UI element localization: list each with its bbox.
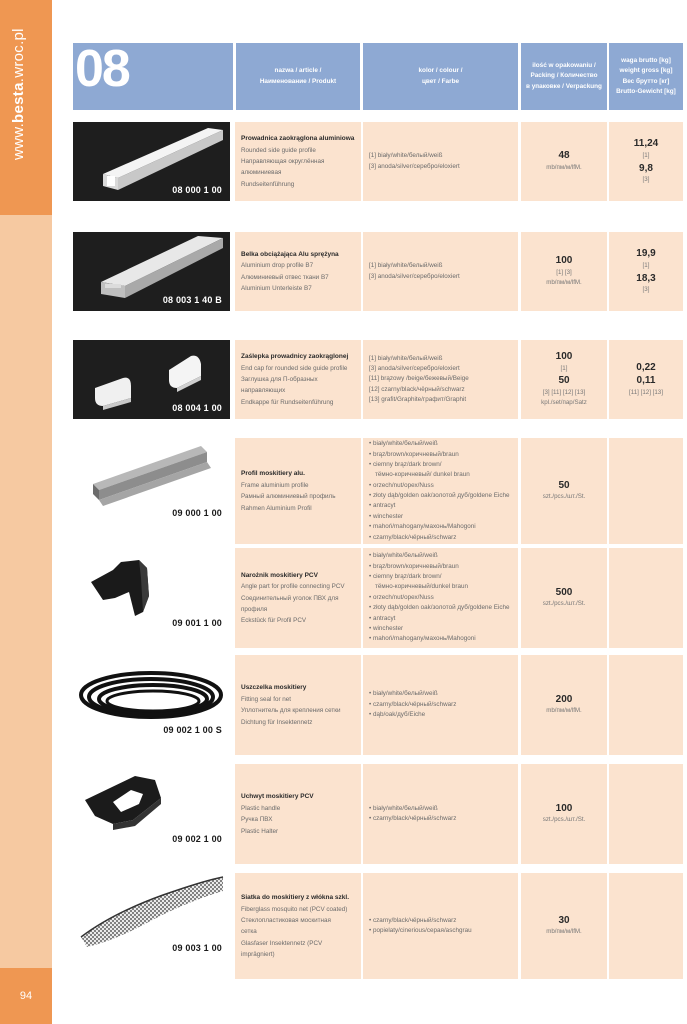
- section-number: 08: [73, 43, 233, 110]
- product-photo: [73, 764, 230, 850]
- color-option: • czarny/black/чёрный/schwarz: [369, 916, 512, 926]
- corner-part-image: [73, 548, 230, 627]
- color-option: • ciemny brąz/dark brown/: [369, 460, 512, 470]
- quantity-value: mb/пм/м/lfM.: [546, 279, 582, 287]
- color-option: [3] anoda/silver/серебро/eloxiert: [369, 272, 460, 280]
- product-row: [73, 438, 683, 544]
- product-description-line: Eckstück für Profil PCV: [241, 617, 307, 625]
- color-option: [1] biały/white/белый/weiß: [369, 262, 443, 270]
- product-code: 08 004 1 00: [172, 403, 222, 413]
- product-code: 09 002 1 00 S: [163, 725, 222, 735]
- header-weight: waga brutto [kg] weight gross [kg] Вес брутто [кг] Brutto-Gewicht [kg]: [609, 43, 683, 110]
- product-name-cell: [235, 655, 361, 755]
- product-description-line: Aluminium Unterleiste B7: [241, 285, 312, 292]
- header-colour: kolor / colour / цвет / Farbe: [363, 43, 518, 110]
- product-photo: [73, 873, 230, 959]
- product-description-line: профиля: [241, 605, 268, 613]
- product-photo: [73, 340, 230, 419]
- product-description-line: Endkappe für Rundseitenführung: [241, 398, 334, 406]
- quantity-value: szt./pcs./шт./St.: [542, 816, 586, 824]
- weight-value: [1]: [642, 151, 650, 159]
- fiberglass-net-image: [73, 873, 230, 952]
- color-option: • orzech/nut/орех/Nuss: [369, 481, 512, 491]
- weight-value: 0,11: [636, 375, 656, 387]
- frame-profile-image: [73, 438, 230, 517]
- product-name-cell: [235, 340, 361, 419]
- color-option: [13] grafit/Graphite/графит/Graphit: [369, 396, 467, 404]
- product-description-line: Направляющая округлённая: [241, 158, 325, 166]
- product-quantity-cell: [521, 232, 607, 311]
- product-row: [73, 655, 683, 755]
- color-option: [1] biały/white/белый/weiß: [369, 152, 443, 160]
- product-weight-cell: [609, 232, 683, 311]
- color-option: [3] anoda/silver/серебро/eloxiert: [369, 162, 460, 170]
- product-description-line: Уплотнитель для крепления сетки: [241, 707, 341, 715]
- product-name: Prowadnica zaokrąglona aluminiowa: [241, 135, 355, 142]
- weight-value: 9,8: [639, 162, 653, 174]
- product-row: [73, 122, 683, 201]
- weight-value: 0,22: [636, 361, 656, 373]
- product-quantity-cell: [521, 655, 607, 755]
- weight-value: [1]: [642, 261, 650, 269]
- quantity-value: szt./pcs./шт./St.: [542, 493, 586, 501]
- product-code: 08 000 1 00: [172, 185, 222, 195]
- product-photo: [73, 438, 230, 524]
- color-option: • dąb/oak/дуб/Eiche: [369, 710, 512, 720]
- product-description-line: Aluminium drop profile B7: [241, 262, 314, 270]
- quantity-value: 50: [558, 375, 570, 387]
- product-description-line: алюминиевая: [241, 169, 282, 177]
- product-code: 09 000 1 00: [172, 508, 222, 518]
- product-colors-cell: [363, 655, 518, 755]
- product-description-line: Frame aluminium profile: [241, 481, 309, 489]
- color-option: тёмно-коричневый/dunkel braun: [375, 583, 468, 591]
- weight-value: [3]: [642, 286, 650, 293]
- product-description-line: Рамный алюминиевый профиль: [241, 493, 336, 501]
- product-description-line: Fiberglass mosquito net (PCV coated): [241, 905, 348, 913]
- weight-value: 18,3: [636, 272, 656, 284]
- product-name: Siatka do moskitiery z włókna szkl.: [241, 893, 350, 901]
- product-row: [73, 232, 683, 311]
- color-option: • czarny/black/чёрный/schwarz: [369, 700, 512, 710]
- color-option: • biały/white/белый/weiß: [369, 804, 512, 814]
- color-option: [11] brązowy /beige/бежевый/Beige: [369, 375, 469, 383]
- product-quantity-cell: [521, 548, 607, 648]
- product-row: [73, 764, 683, 864]
- color-option: • czarny/black/чёрный/schwarz: [369, 814, 512, 824]
- weight-value: 11,24: [633, 138, 659, 150]
- weight-value: 19,9: [636, 248, 656, 260]
- color-option: • złoty dąb/golden oak/золотой дуб/goldene Eiche: [369, 491, 512, 501]
- product-description-line: Glasfaser Insektennetz (PCV: [241, 939, 323, 947]
- product-name: Uchwyt moskitiery PCV: [241, 793, 314, 801]
- color-option: • ciemny brąz/dark brown/: [369, 572, 512, 582]
- product-weight-cell: [609, 873, 683, 979]
- product-description-line: Заглушка для П-образных: [241, 376, 318, 384]
- color-option: • winchester: [369, 624, 512, 634]
- product-description-line: Dichtung für Insektennetz: [241, 718, 313, 726]
- product-name-cell: [235, 764, 361, 864]
- product-description-line: сетка: [241, 928, 257, 936]
- quantity-value: [3] [11] [12] [13]: [542, 388, 586, 396]
- product-code: 09 003 1 00: [172, 943, 222, 953]
- product-description-line: Rahmen Aluminium Profil: [241, 504, 312, 512]
- product-description-line: Plastic Halter: [241, 827, 279, 835]
- product-colors-cell: [363, 340, 518, 419]
- color-option: • złoty dąb/golden oak/золотой дуб/goldene Eiche: [369, 603, 512, 613]
- color-option: [12] czarny/black/чёрный/schwarz: [369, 385, 465, 393]
- product-quantity-cell: [521, 340, 607, 419]
- quantity-value: 100: [555, 351, 573, 363]
- quantity-value: szt./pcs./шт./St.: [542, 600, 586, 608]
- product-description-line: Rundseitenführung: [241, 180, 295, 188]
- quantity-value: 48: [558, 150, 570, 162]
- color-option: • brąz/brown/коричневый/braun: [369, 450, 512, 460]
- weight-value: [3]: [642, 176, 650, 183]
- quantity-value: 100: [555, 255, 573, 267]
- product-description-line: направляющих: [241, 387, 286, 395]
- weight-value: [11] [12] [13]: [629, 388, 663, 396]
- color-option: • biały/white/белый/weiß: [369, 551, 512, 561]
- product-name: Narożnik moskitiery PCV: [241, 571, 318, 579]
- page-number: 94: [19, 990, 33, 1002]
- product-description-line: Angle part for profile connecting PCV: [241, 583, 345, 591]
- product-quantity-cell: [521, 873, 607, 979]
- product-row: [73, 340, 683, 419]
- quantity-value: kpl./set/пар/Satz: [541, 399, 587, 407]
- product-description-line: imprägniert): [241, 950, 275, 958]
- color-option: • antracyt: [369, 501, 512, 511]
- color-option: [1] biały/white/белый/weiß: [369, 354, 443, 362]
- product-colors-cell: [363, 873, 518, 979]
- color-option: • orzech/nut/орех/Nuss: [369, 593, 512, 603]
- product-colors-cell: [363, 438, 518, 544]
- product-quantity-cell: [521, 122, 607, 201]
- product-description-line: Ручка ПВХ: [241, 816, 273, 824]
- product-weight-cell: [609, 340, 683, 419]
- product-name-cell: [235, 873, 361, 979]
- seal-coil-image: [73, 655, 230, 734]
- product-name: Belka obciążająca Alu sprężyna: [241, 250, 339, 258]
- quantity-value: 200: [555, 693, 573, 705]
- product-weight-cell: [609, 122, 683, 201]
- product-row: [73, 873, 683, 979]
- quantity-value: 500: [555, 586, 573, 598]
- product-name-cell: [235, 232, 361, 311]
- product-row: [73, 548, 683, 648]
- quantity-value: [1] [3]: [556, 268, 572, 276]
- quantity-value: 100: [555, 802, 573, 814]
- color-option: • biały/white/белый/weiß: [369, 439, 512, 449]
- product-name-cell: [235, 122, 361, 201]
- color-option: • brąz/brown/коричневый/braun: [369, 562, 512, 572]
- product-weight-cell: [609, 548, 683, 648]
- product-description-line: Fitting seal for net: [241, 695, 292, 703]
- product-description-line: End cap for rounded side guide profile: [241, 364, 348, 372]
- quantity-value: [1]: [560, 364, 568, 372]
- header-name: nazwa / article / Наименование / Produkt: [236, 43, 360, 110]
- color-option: • mahoń/mahogany/махонь/Mahogoni: [369, 634, 512, 644]
- product-weight-cell: [609, 438, 683, 544]
- color-option: • antracyt: [369, 614, 512, 624]
- product-description-line: Соединительный уголок ПВХ для: [241, 594, 339, 602]
- product-name: Uszczelka moskitiery: [241, 684, 307, 692]
- product-colors-cell: [363, 548, 518, 648]
- product-colors-cell: [363, 232, 518, 311]
- product-description-line: Plastic handle: [241, 804, 281, 812]
- product-name: Profil moskitiery alu.: [241, 470, 305, 478]
- plastic-handle-image: [73, 764, 230, 843]
- product-colors-cell: [363, 764, 518, 864]
- quantity-value: mb/пм/м/lfM.: [546, 707, 582, 715]
- color-option: • popielaty/cinerious/серая/aschgrau: [369, 926, 512, 936]
- product-name: Zaślepka prowadnicy zaokrąglonej: [241, 353, 349, 360]
- product-description-line: Rounded side guide profile: [241, 146, 316, 154]
- product-colors-cell: [363, 122, 518, 201]
- color-option: [3] anoda/silver/серебро/eloxiert: [369, 364, 460, 372]
- quantity-value: 50: [558, 479, 570, 491]
- product-photo: [73, 655, 230, 741]
- product-code: 08 003 1 40 B: [162, 295, 222, 305]
- product-code: 09 002 1 00: [172, 834, 222, 844]
- product-weight-cell: [609, 764, 683, 864]
- product-name-cell: [235, 438, 361, 544]
- product-photo: [73, 232, 230, 311]
- quantity-value: mb/пм/м/lfM.: [546, 928, 582, 936]
- color-option: тёмно-коричневый/ dunkel braun: [375, 471, 470, 479]
- product-description-line: Стеклопластиковая москитная: [241, 916, 331, 924]
- header-quantity: ilość w opakowaniu / Packing / Количество в упаковке / Verpackung: [521, 43, 607, 110]
- product-quantity-cell: [521, 764, 607, 864]
- color-option: • mahoń/mahogany/махонь/Mahogoni: [369, 522, 512, 532]
- quantity-value: 30: [558, 914, 570, 926]
- product-weight-cell: [609, 655, 683, 755]
- product-name-cell: [235, 548, 361, 648]
- product-code: 09 001 1 00: [172, 618, 222, 628]
- color-option: • winchester: [369, 512, 512, 522]
- website-url[interactable]: www.besta.wroc.pl: [10, 28, 27, 160]
- quantity-value: mb/пм/м/lfM.: [546, 163, 582, 171]
- sidebar: [0, 0, 52, 1024]
- product-description-line: Алюминиевый отвес ткани B7: [241, 273, 329, 281]
- product-quantity-cell: [521, 438, 607, 544]
- color-option: • czarny/black/чёрный/schwarz: [369, 533, 512, 543]
- product-photo: [73, 548, 230, 634]
- color-option: • biały/white/белый/weiß: [369, 689, 512, 699]
- product-photo: [73, 122, 230, 201]
